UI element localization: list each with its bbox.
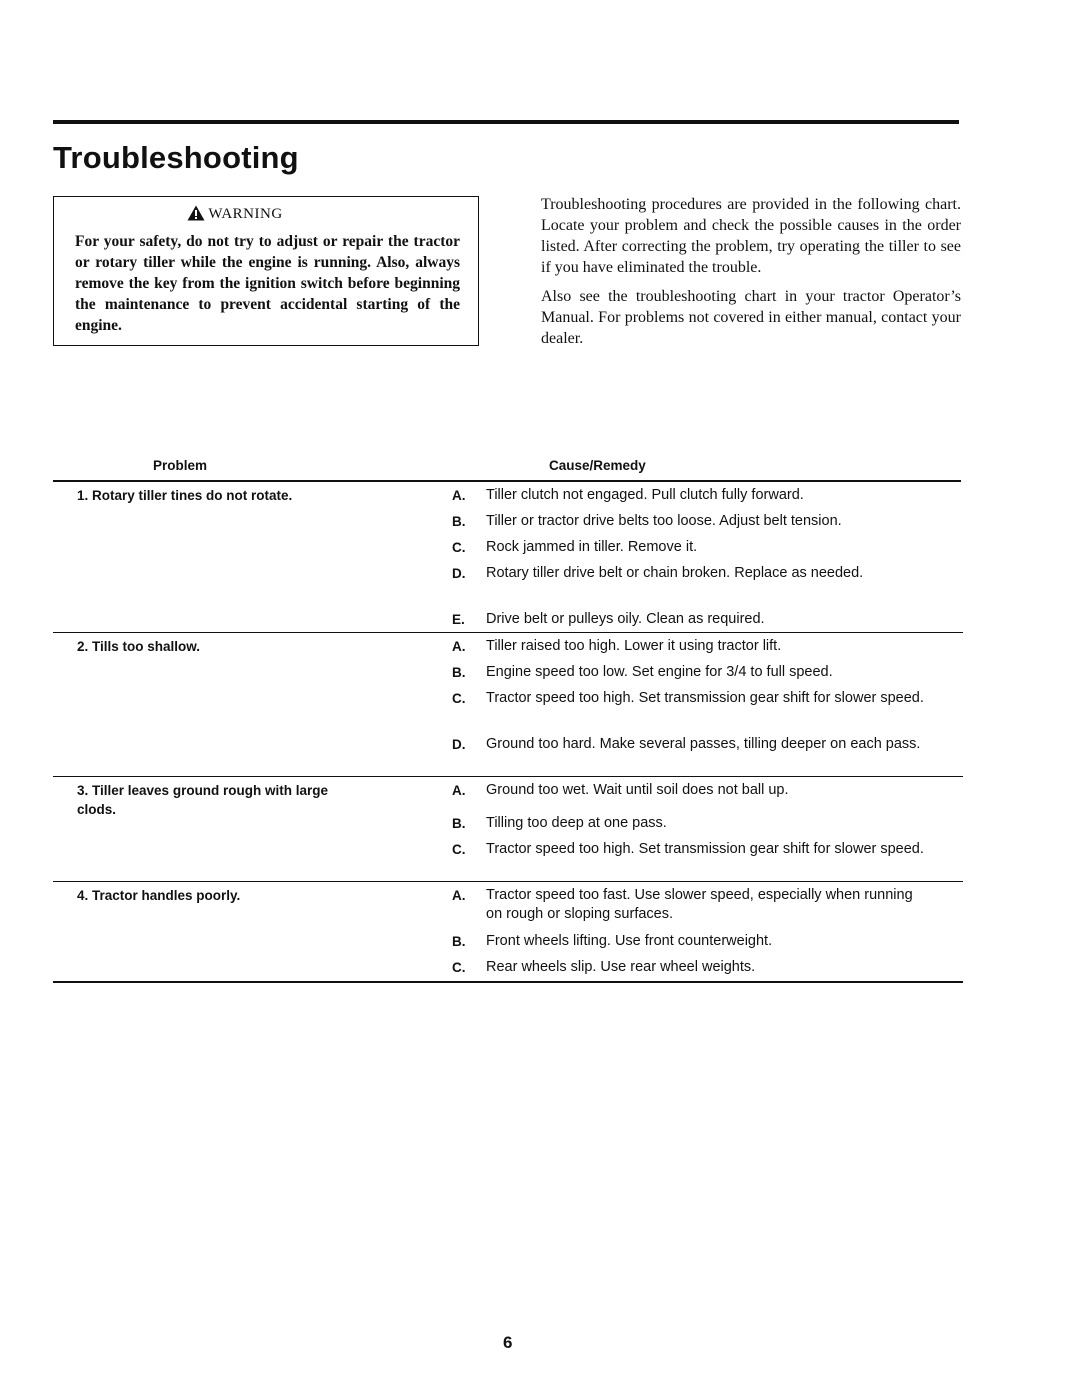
cause-text: Drive belt or pulleys oily. Clean as required. — [486, 611, 765, 627]
cause-letter: D. — [452, 737, 466, 752]
problem-label: 1. Rotary tiller tines do not rotate. — [77, 488, 293, 503]
problem-label: 3. Tiller leaves ground rough with large clods. — [77, 783, 329, 817]
cause-text: Ground too hard. Make several passes, tilling deeper on each pass. — [486, 736, 921, 752]
cause-item — [452, 538, 932, 557]
cause-text: Engine speed too low. Set engine for 3/4 to full speed. — [486, 664, 833, 680]
warning-box — [53, 196, 479, 346]
warning-label: WARNING — [208, 206, 283, 222]
intro-text — [541, 194, 961, 357]
intro-paragraph: Also see the troubleshooting chart in your tractor Operator’s Manual. For problems not covered in either manual, contact your dealer. — [541, 288, 961, 347]
cause-text: Tilling too deep at one pass. — [486, 815, 667, 831]
cause-item — [452, 689, 932, 708]
section-rule — [53, 881, 963, 882]
warning-heading — [155, 205, 315, 223]
cause-text: Tractor speed too high. Set transmission gear shift for slower speed. — [486, 841, 924, 857]
cause-item — [452, 932, 932, 951]
warning-text: For your safety, do not try to adjust or repair the tractor or rotary tiller while the engine is running. Also, always remove the key from the ignition switch before beginning the maintenance to prevent accidental starting of the engine. — [75, 233, 460, 334]
cause-text: Rock jammed in tiller. Remove it. — [486, 539, 698, 555]
cause-text: Tiller raised too high. Lower it using tractor lift. — [486, 638, 782, 654]
cause-item — [452, 958, 932, 977]
cause-letter: B. — [452, 934, 466, 949]
section-rule — [53, 776, 963, 777]
cause-letter: A. — [452, 639, 466, 654]
cause-item — [452, 886, 932, 924]
warning-triangle-icon — [187, 205, 205, 221]
cause-text: Tiller or tractor drive belts too loose. Adjust belt tension. — [486, 513, 842, 529]
cause-letter: E. — [452, 612, 465, 627]
cause-text: Ground too wet. Wait until soil does not ball up. — [486, 782, 789, 798]
section-rule — [53, 632, 963, 633]
cause-text: Rotary tiller drive belt or chain broken. Replace as needed. — [486, 565, 864, 581]
cause-letter: A. — [452, 488, 466, 503]
cause-letter: B. — [452, 514, 466, 529]
cause-letter: C. — [452, 842, 466, 857]
cause-column-header: Cause/Remedy — [549, 458, 646, 473]
cause-text: Tractor speed too high. Set transmission gear shift for slower speed. — [486, 690, 924, 706]
problem-label: 4. Tractor handles poorly. — [77, 888, 241, 903]
intro-paragraph: Troubleshooting procedures are provided in the following chart. Locate your problem and check the possible causes in the order listed. After correcting the problem, try operating the tiller to see if you have eliminated the trouble. — [541, 196, 961, 276]
table-bottom-rule — [53, 981, 963, 983]
cause-item — [452, 610, 932, 629]
cause-letter: A. — [452, 783, 466, 798]
cause-text: Rear wheels slip. Use rear wheel weights. — [486, 959, 756, 975]
problem-column-header: Problem — [153, 458, 208, 473]
cause-letter: A. — [452, 888, 466, 903]
cause-letter: C. — [452, 540, 466, 555]
cause-item — [452, 840, 932, 859]
cause-item — [452, 486, 932, 505]
cause-item — [452, 735, 932, 754]
cause-text: Tractor speed too fast. Use slower speed, especially when running on rough or sloping surfaces. — [486, 887, 913, 922]
cause-item — [452, 663, 932, 682]
header-rule — [53, 480, 961, 482]
cause-letter: C. — [452, 691, 466, 706]
cause-text: Front wheels lifting. Use front counterweight. — [486, 933, 773, 949]
cause-letter: B. — [452, 665, 466, 680]
title-rule — [53, 120, 959, 124]
cause-item — [452, 814, 932, 833]
cause-item — [452, 781, 932, 800]
cause-text: Tiller clutch not engaged. Pull clutch fully forward. — [486, 487, 804, 503]
cause-item — [452, 512, 932, 531]
cause-letter: C. — [452, 960, 466, 975]
page-title: Troubleshooting — [53, 140, 299, 175]
cause-item — [452, 637, 932, 656]
page-number: 6 — [503, 1333, 513, 1352]
cause-letter: B. — [452, 816, 466, 831]
cause-item — [452, 564, 932, 583]
problem-label: 2. Tills too shallow. — [77, 639, 201, 654]
cause-letter: D. — [452, 566, 466, 581]
